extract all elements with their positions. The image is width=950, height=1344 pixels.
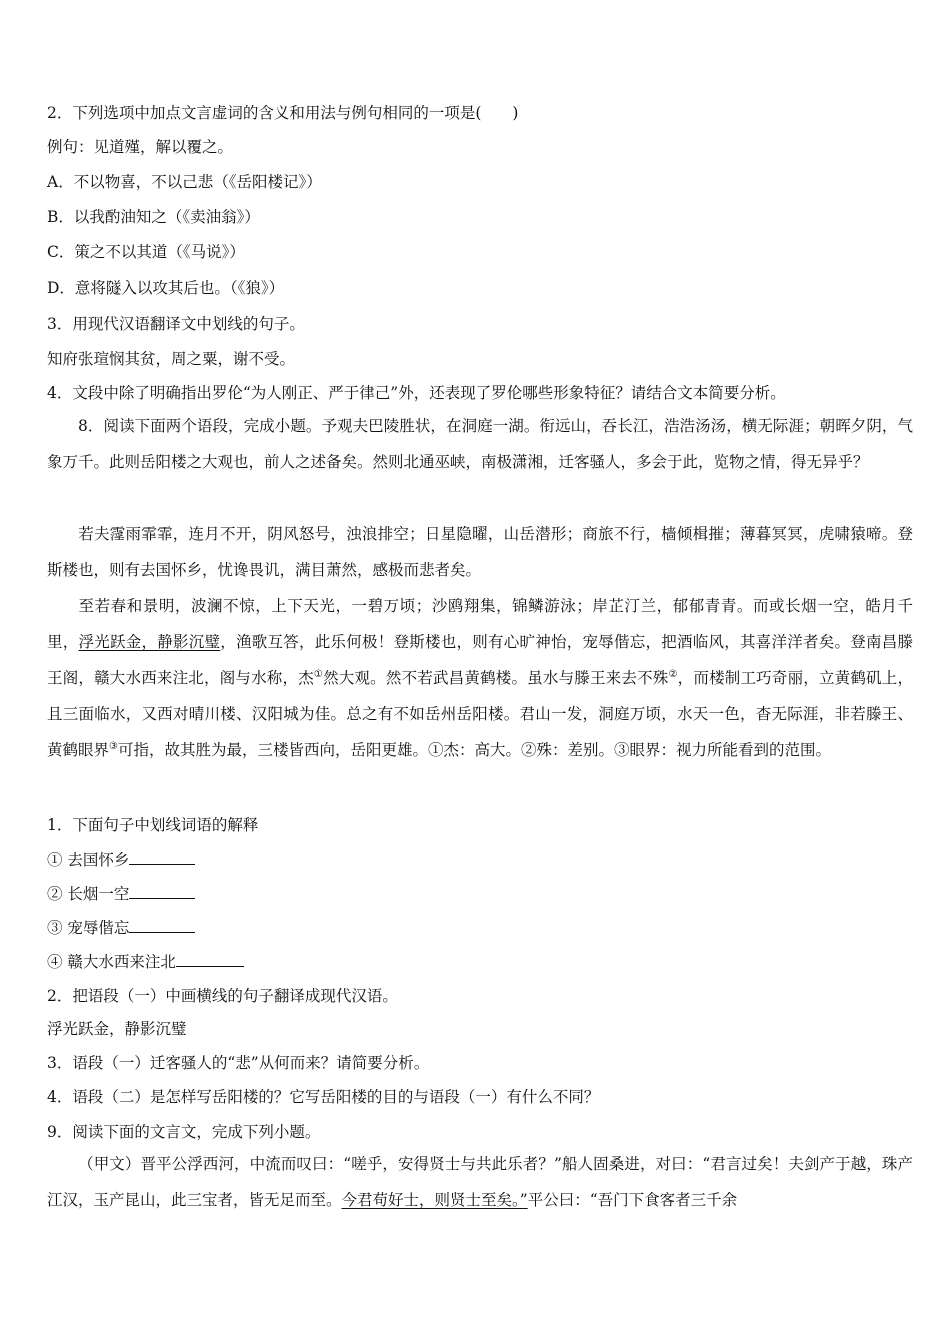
q8-text-3d: ，而楼制工巧奇丽，立黄鹤矶上，且三面临水，又西对晴川楼、汉阳城为佳。总之有不如岳州岳阳楼。君山一发，洞庭万顷，水天一色，杳无际涯，非若滕王、黄鹤眼界 xyxy=(47,669,913,759)
q8-intro: 8．阅读下面两个语段，完成小题。 xyxy=(78,417,322,435)
q8-text-3e: 可指，故其胜为最，三楼皆西向，岳阳更雄。①杰：高大。②殊：差别。③眼界：视力所能看到的范围。 xyxy=(117,741,831,759)
q8-paragraph-1 xyxy=(47,408,913,480)
answer-blank[interactable] xyxy=(129,850,195,865)
q2-option-d: D．意将隧入以攻其后也。（《狼》） xyxy=(47,279,285,297)
q8-sub1-item-b-text: ② 长烟一空 xyxy=(47,885,130,903)
q8-sub2-sentence: 浮光跃金，静影沉璧 xyxy=(47,1020,187,1038)
q9-underlined-sentence: 今君苟好士，则贤士至矣。” xyxy=(341,1191,528,1209)
q8-sub1-item-a-text: ① 去国怀乡 xyxy=(47,851,130,869)
q2-option-a: A．不以物喜，不以己悲（《岳阳楼记》） xyxy=(47,173,322,191)
footnote-mark-1: ① xyxy=(313,668,324,680)
q8-sub1: 1．下面句子中划线词语的解释 xyxy=(47,816,259,834)
q8-sub4: 4．语段（二）是怎样写岳阳楼的？它写岳阳楼的目的与语段（一）有什么不同？ xyxy=(47,1088,600,1106)
q8-paragraph-2 xyxy=(47,516,913,588)
q8-sub1-item-a xyxy=(47,850,195,870)
q9-text-b: 平公曰：“吾门下食客者三千余 xyxy=(527,1191,738,1209)
q9-intro: 9．阅读下面的文言文，完成下列小题。 xyxy=(47,1123,321,1141)
q8-sub1-item-d xyxy=(47,952,244,972)
q3-sentence: 知府张瑄悯其贫，周之粟，谢不受。 xyxy=(47,350,296,368)
q8-sub1-item-b xyxy=(47,884,195,904)
footnote-mark-2: ② xyxy=(668,668,678,680)
q8-sub1-item-d-text: ④ 赣大水西来注北 xyxy=(47,953,176,971)
q2-option-b: B．以我酌油知之（《卖油翁》） xyxy=(47,208,260,226)
q8-sub1-item-c-text: ③ 宠辱偕忘 xyxy=(47,919,130,937)
q8-sub1-item-c xyxy=(47,918,195,938)
q8-text-3b: ，渔歌互答，此乐何极！登斯楼也，则有心旷神怡，宠辱偕忘，把酒临风，其喜洋洋者矣。登南昌滕王阁，赣大水西来注北，阁与水称，杰 xyxy=(47,633,913,687)
footnote-mark-3: ③ xyxy=(109,740,118,752)
q8-underlined-sentence: 浮光跃金，静影沉璧 xyxy=(78,633,221,651)
q8-text-3a: 至若春和景明，波澜不惊，上下天光，一碧万顷；沙鸥翔集，锦鳞游泳；岸芷汀兰，郁郁青青。而或长烟一空，皓月千里， xyxy=(47,597,913,651)
answer-blank[interactable] xyxy=(129,884,195,899)
q8-text-1: 予观夫巴陵胜状，在洞庭一湖。衔远山，吞长江，浩浩汤汤，横无际涯；朝晖夕阴，气象万千。此则岳阳楼之大观也，前人之述备矣。然则北通巫峡，南极潇湘，迁客骚人，多会于此，览物之情，得无异乎？ xyxy=(47,417,913,471)
q4-stem: 4．文段中除了明确指出罗伦“为人刚正、严于律己”外，还表现了罗伦哪些形象特征？请结合文本简要分析。 xyxy=(47,384,786,402)
q3-stem: 3．用现代汉语翻译文中划线的句子。 xyxy=(47,315,305,333)
q9-paragraph-1 xyxy=(47,1146,913,1218)
q2-example: 例句：见道殣，解以覆之。 xyxy=(47,138,234,156)
q8-sub2: 2．把语段（一）中画横线的句子翻译成现代汉语。 xyxy=(47,987,398,1005)
q8-paragraph-3 xyxy=(47,588,913,768)
q8-text-3c: 然大观。然不若武昌黄鹤楼。虽水与滕王来去不殊 xyxy=(323,669,669,687)
q8-sub3: 3．语段（一）迁客骚人的“悲”从何而来？请简要分析。 xyxy=(47,1054,430,1072)
q9-text-a: （甲文）晋平公浮西河，中流而叹曰：“嗟乎，安得贤士与共此乐者？”船人固桑进，对曰：“君言过矣！夫剑产于越，珠产江汉，玉产昆山，此三宝者，皆无足而至。 xyxy=(47,1155,913,1209)
q2-stem: 2．下列选项中加点文言虚词的含义和用法与例句相同的一项是( ) xyxy=(47,104,519,122)
answer-blank[interactable] xyxy=(129,918,195,933)
q2-option-c: C．策之不以其道（《马说》） xyxy=(47,243,245,261)
q8-text-2: 若夫霪雨霏霏，连月不开，阴风怒号，浊浪排空；日星隐曜，山岳潜形；商旅不行，樯倾楫摧；薄暮冥冥，虎啸猿啼。登斯楼也，则有去国怀乡，忧谗畏讥，满目萧然，感极而悲者矣。 xyxy=(47,525,913,579)
answer-blank[interactable] xyxy=(176,952,244,967)
